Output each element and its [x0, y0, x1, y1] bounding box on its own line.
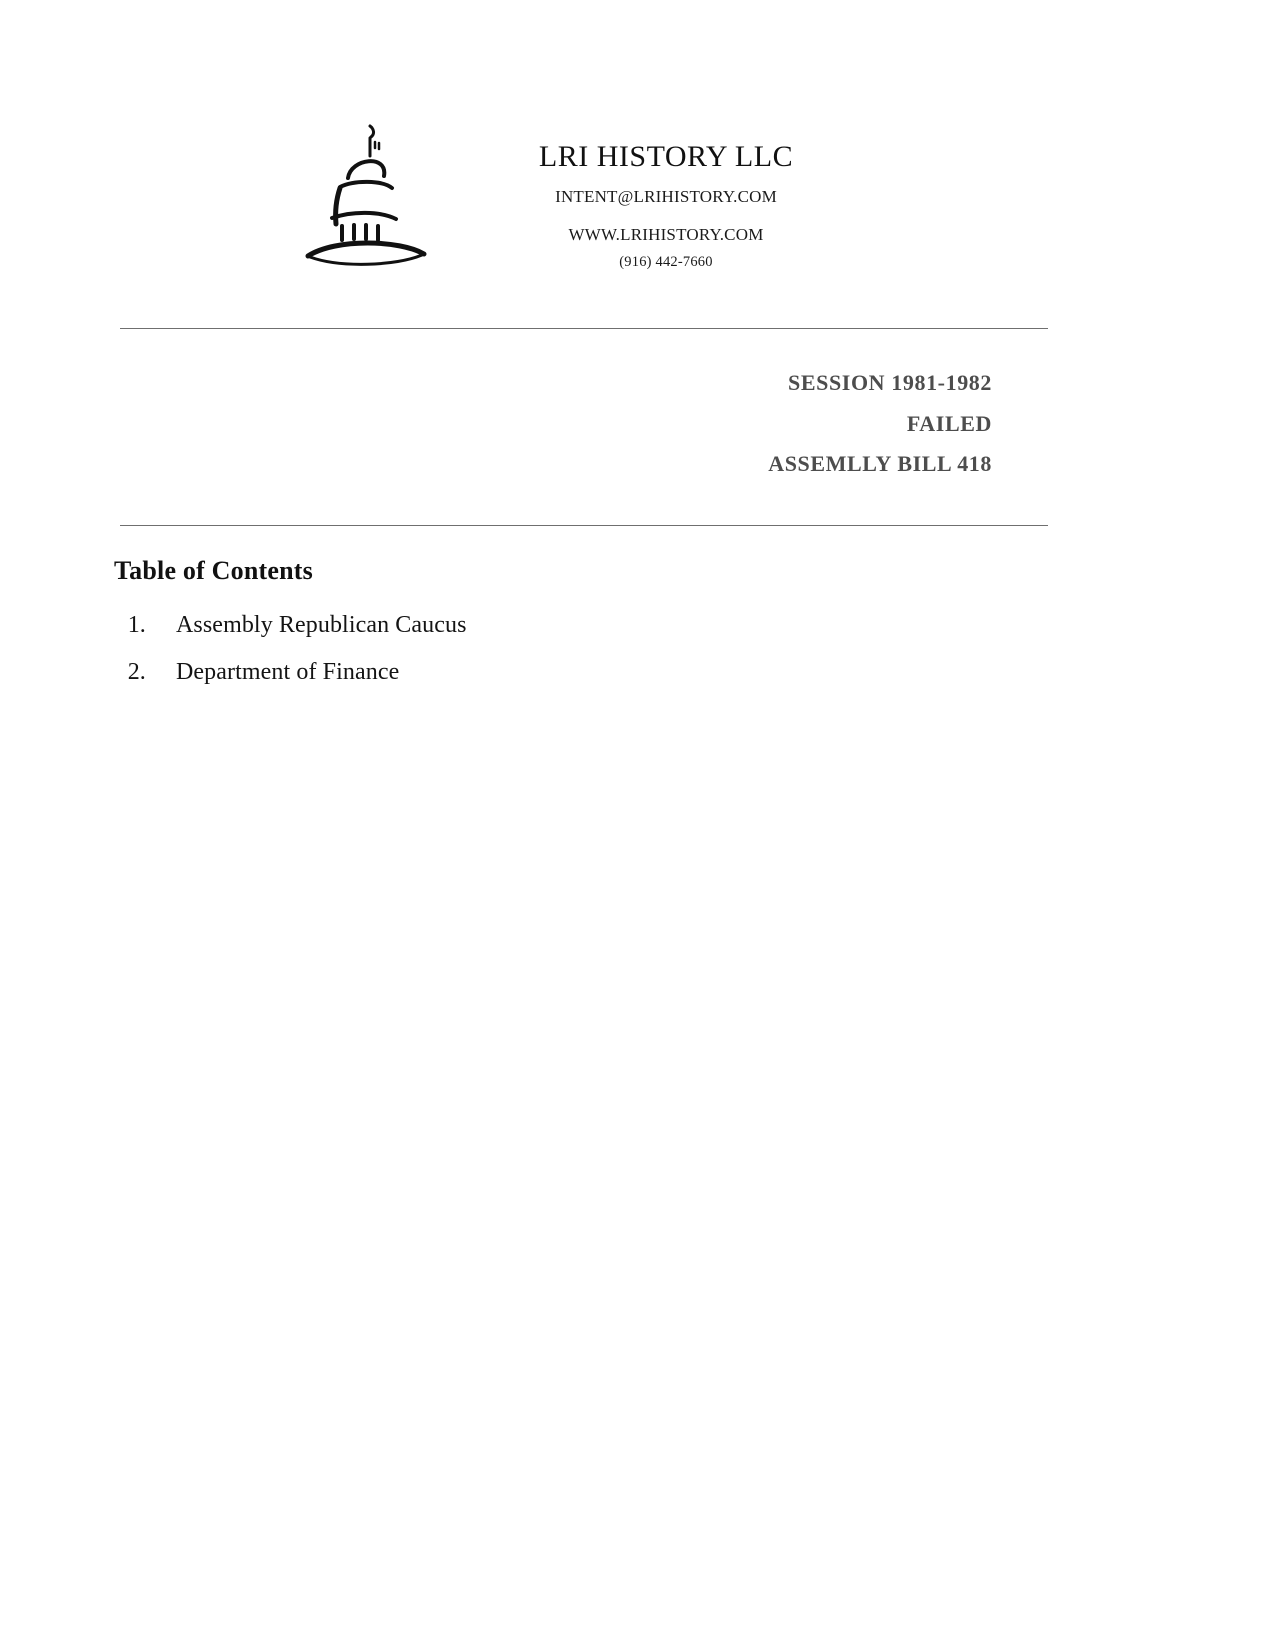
letterhead — [0, 0, 1276, 278]
org-phone: (916) 442-7660 — [619, 254, 713, 271]
org-email: INTENT@LRIHISTORY.COM — [555, 187, 777, 206]
toc-title: Table of Contents — [114, 556, 313, 585]
divider-bottom — [120, 525, 1048, 526]
session-line: SESSION 1981-1982 — [788, 370, 992, 395]
org-website: WWW.LRIHISTORY.COM — [568, 225, 764, 245]
divider-top — [120, 328, 1048, 329]
org-name: LRI HISTORY LLC — [538, 140, 794, 173]
table-of-contents — [114, 556, 1014, 707]
toc-list — [114, 613, 1014, 684]
status-line: FAILED — [906, 410, 992, 436]
capitol-dome-icon — [296, 118, 436, 278]
org-info — [466, 118, 866, 271]
list-item: 1. Assembly Republican Caucus — [152, 613, 1014, 637]
bill-number-line: ASSEMLLY BILL 418 — [768, 451, 992, 477]
list-item: 2. Department of Finance — [152, 660, 1014, 684]
bill-heading — [120, 363, 992, 485]
